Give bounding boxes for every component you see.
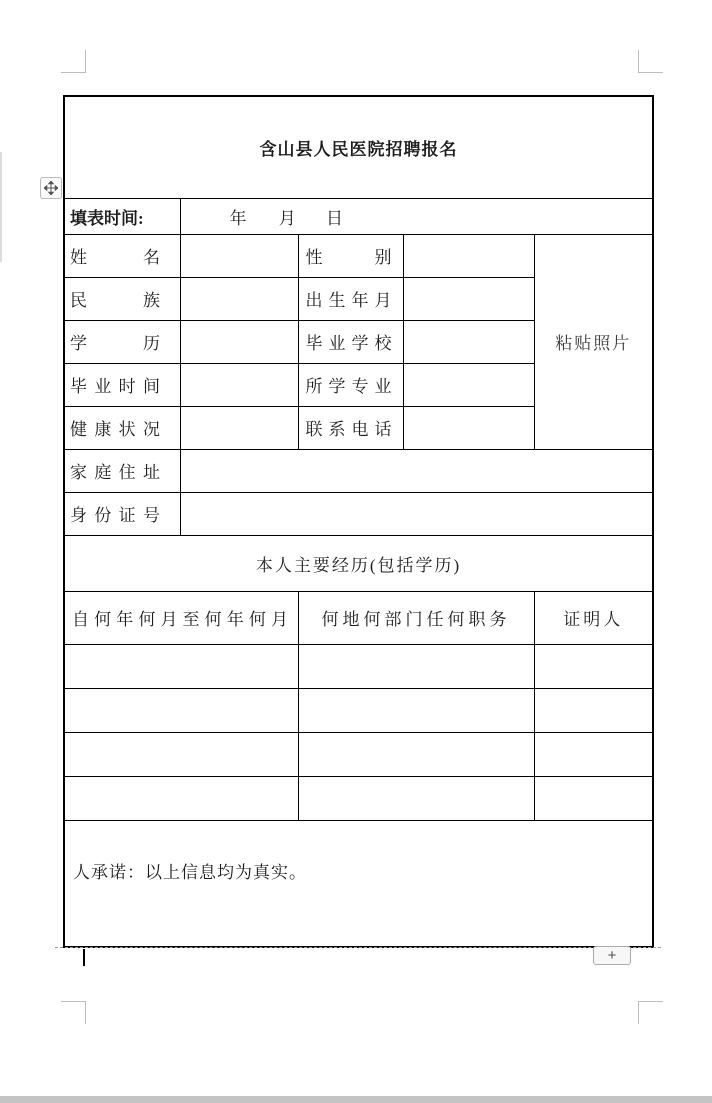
experience-witness-header: 证明人 bbox=[534, 591, 653, 644]
address-value-cell[interactable] bbox=[180, 449, 653, 492]
experience-witness-cell[interactable] bbox=[534, 732, 653, 776]
education-label-cell bbox=[64, 320, 180, 363]
promise-text: 人承诺：以上信息均为真实。 bbox=[64, 820, 653, 947]
name-label-cell bbox=[64, 234, 180, 277]
graduation-time-value-cell[interactable] bbox=[180, 363, 298, 406]
education-label: 学 历 bbox=[70, 334, 160, 353]
ethnicity-label: 民 族 bbox=[70, 291, 160, 310]
experience-period-header: 自 何 年 何 月 至 何 年 何 月 bbox=[72, 610, 288, 629]
table-move-handle[interactable] bbox=[40, 177, 62, 199]
health-value-cell[interactable] bbox=[180, 406, 298, 449]
add-button[interactable]: + bbox=[593, 946, 631, 965]
month-label: 月 bbox=[278, 208, 296, 228]
experience-position-header: 何地何部门任何职务 bbox=[298, 591, 534, 644]
experience-period-header-cell bbox=[64, 591, 298, 644]
form-title: 含山县人民医院招聘报名 bbox=[64, 96, 653, 198]
education-value-cell[interactable] bbox=[180, 320, 298, 363]
school-label: 毕 业 学 校 bbox=[305, 334, 392, 353]
address-label: 家 庭 住 址 bbox=[70, 463, 160, 482]
major-label-cell bbox=[298, 363, 403, 406]
address-label-cell bbox=[64, 449, 180, 492]
crop-mark-top-right bbox=[638, 50, 663, 73]
page-edge-strip bbox=[0, 1096, 712, 1103]
gender-label-cell bbox=[298, 234, 403, 277]
birth-date-value-cell[interactable] bbox=[403, 277, 534, 320]
id-number-label: 身 份 证 号 bbox=[70, 506, 160, 525]
experience-position-cell[interactable] bbox=[298, 776, 534, 820]
experience-period-cell[interactable] bbox=[64, 688, 298, 732]
phone-value-cell[interactable] bbox=[403, 406, 534, 449]
fill-time-label: 填表时间: bbox=[64, 198, 180, 234]
school-label-cell bbox=[298, 320, 403, 363]
phone-label: 联 系 电 话 bbox=[305, 420, 392, 439]
text-boundary-dashed-line bbox=[55, 947, 661, 948]
birth-date-label: 出 生 年 月 bbox=[305, 291, 392, 310]
id-number-value-cell[interactable] bbox=[180, 492, 653, 535]
crop-mark-top-left bbox=[61, 50, 86, 73]
experience-witness-cell[interactable] bbox=[534, 776, 653, 820]
experience-section-title: 本人主要经历(包括学历) bbox=[64, 535, 653, 591]
day-label: 日 bbox=[326, 208, 343, 228]
text-cursor bbox=[83, 949, 85, 966]
ethnicity-value-cell[interactable] bbox=[180, 277, 298, 320]
graduation-time-label-cell bbox=[64, 363, 180, 406]
crop-mark-bottom-right bbox=[638, 1001, 663, 1024]
experience-position-cell[interactable] bbox=[298, 732, 534, 776]
ethnicity-label-cell bbox=[64, 277, 180, 320]
fill-time-value-cell[interactable] bbox=[180, 198, 653, 234]
major-label: 所 学 专 业 bbox=[305, 377, 392, 396]
window-edge-line bbox=[0, 152, 2, 262]
experience-position-cell[interactable] bbox=[298, 644, 534, 688]
gender-value-cell[interactable] bbox=[403, 234, 534, 277]
application-form-table bbox=[63, 95, 654, 948]
crop-mark-bottom-left bbox=[61, 1001, 86, 1024]
experience-witness-cell[interactable] bbox=[534, 688, 653, 732]
major-value-cell[interactable] bbox=[403, 363, 534, 406]
year-label: 年 bbox=[229, 208, 247, 228]
health-label-cell bbox=[64, 406, 180, 449]
experience-period-cell[interactable] bbox=[64, 644, 298, 688]
gender-label: 性 别 bbox=[305, 248, 392, 267]
experience-period-cell[interactable] bbox=[64, 732, 298, 776]
photo-placeholder: 粘贴照片 bbox=[534, 234, 653, 449]
name-label: 姓 名 bbox=[70, 248, 160, 267]
phone-label-cell bbox=[298, 406, 403, 449]
graduation-time-label: 毕 业 时 间 bbox=[70, 377, 160, 396]
birth-date-label-cell bbox=[298, 277, 403, 320]
school-value-cell[interactable] bbox=[403, 320, 534, 363]
health-label: 健 康 状 况 bbox=[70, 420, 160, 439]
experience-position-cell[interactable] bbox=[298, 688, 534, 732]
name-value-cell[interactable] bbox=[180, 234, 298, 277]
move-icon bbox=[44, 181, 58, 195]
experience-period-cell[interactable] bbox=[64, 776, 298, 820]
experience-witness-cell[interactable] bbox=[534, 644, 653, 688]
id-number-label-cell bbox=[64, 492, 180, 535]
